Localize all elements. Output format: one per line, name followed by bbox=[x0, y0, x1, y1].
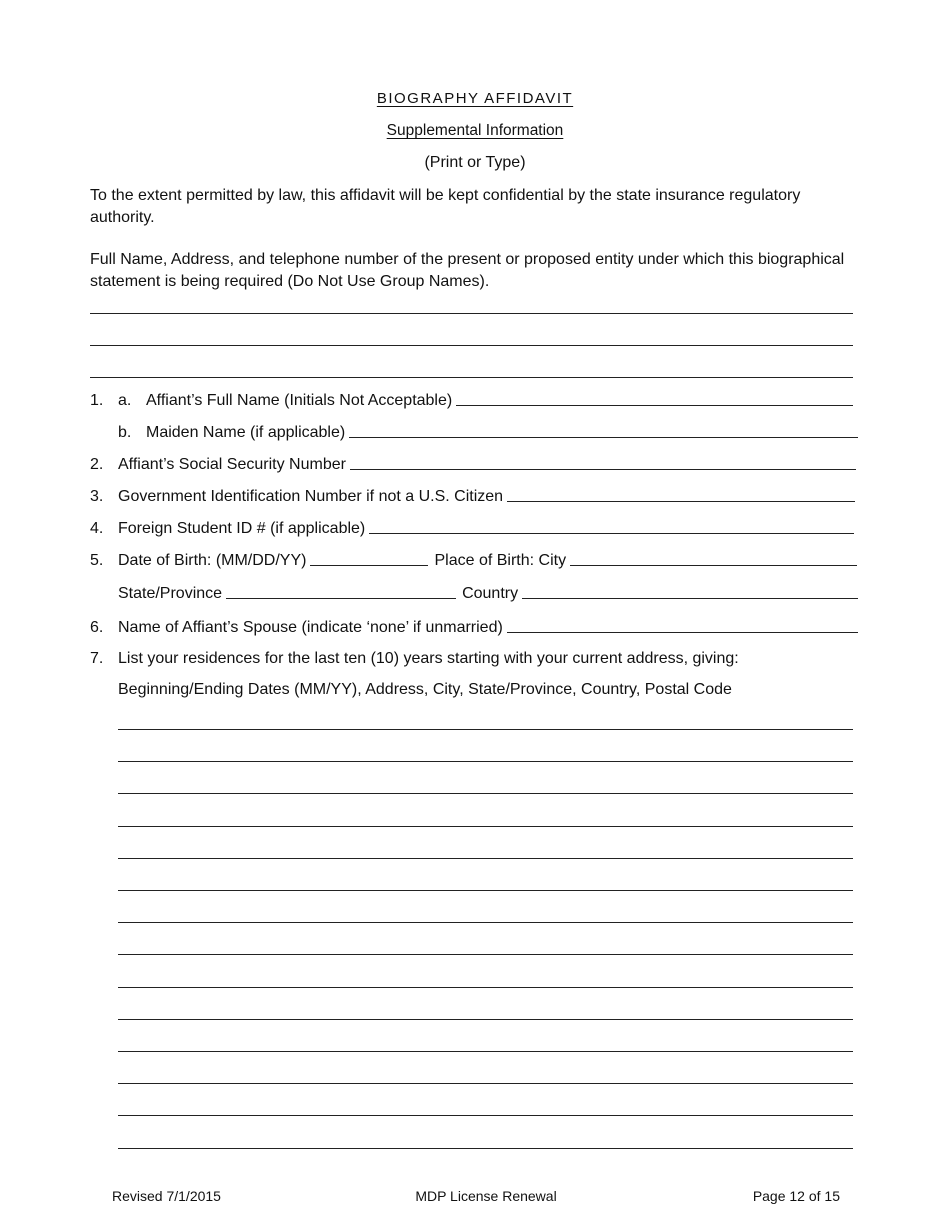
spouse-name-field[interactable] bbox=[507, 616, 858, 633]
q1a-label: Affiant’s Full Name (Initials Not Acceptable) bbox=[146, 392, 453, 409]
q3-row bbox=[90, 484, 855, 506]
birth-city-label: Place of Birth: City bbox=[434, 552, 567, 569]
birth-state-field[interactable] bbox=[226, 582, 456, 599]
residence-line[interactable] bbox=[118, 1069, 853, 1084]
q6-label: Name of Affiant’s Spouse (indicate ‘none’ if unmarried) bbox=[118, 619, 503, 636]
dob-label: Date of Birth: (MM/DD/YY) bbox=[118, 552, 307, 569]
government-id-field[interactable] bbox=[507, 485, 855, 502]
q7-format-row bbox=[90, 677, 860, 699]
q1b-label: Maiden Name (if applicable) bbox=[146, 424, 346, 441]
residence-line[interactable] bbox=[118, 908, 853, 923]
entity-line-2[interactable] bbox=[90, 331, 853, 346]
q7-number: 7. bbox=[90, 650, 104, 667]
q1-number: 1. bbox=[90, 392, 104, 409]
entity-line-3[interactable] bbox=[90, 363, 853, 378]
document-subtitle: Supplemental Information bbox=[386, 122, 564, 139]
q1b-letter: b. bbox=[118, 424, 132, 441]
entity-line-1[interactable] bbox=[90, 299, 853, 314]
q7-row bbox=[90, 646, 860, 668]
entity-prompt: Full Name, Address, and telephone number of the present or proposed entity under which this biographical statement is being required (Do Not Use Group Names). bbox=[90, 251, 845, 290]
foreign-student-id-field[interactable] bbox=[369, 517, 854, 534]
print-instruction: (Print or Type) bbox=[424, 154, 526, 171]
q7-label: List your residences for the last ten (10) years starting with your current address, giving: bbox=[118, 650, 739, 667]
q1a-row bbox=[90, 388, 853, 410]
residence-line[interactable] bbox=[118, 812, 853, 827]
ssn-field[interactable] bbox=[350, 453, 856, 470]
residence-line[interactable] bbox=[118, 779, 853, 794]
q4-row bbox=[90, 516, 854, 538]
q5-state-row bbox=[90, 581, 858, 603]
q1a-letter: a. bbox=[118, 392, 132, 409]
maiden-name-field[interactable] bbox=[349, 421, 858, 438]
document-title: BIOGRAPHY AFFIDAVIT bbox=[376, 90, 574, 107]
residence-line[interactable] bbox=[118, 715, 853, 730]
q6-row bbox=[90, 615, 858, 637]
footer-revised: Revised 7/1/2015 bbox=[112, 1188, 221, 1204]
birth-country-field[interactable] bbox=[522, 582, 858, 599]
residence-line[interactable] bbox=[118, 973, 853, 988]
full-name-field[interactable] bbox=[456, 389, 853, 406]
q1b-row bbox=[90, 420, 858, 442]
residence-line[interactable] bbox=[118, 940, 853, 955]
q7-format: Beginning/Ending Dates (MM/YY), Address, City, State/Province, Country, Postal Code bbox=[118, 681, 732, 698]
q3-number: 3. bbox=[90, 488, 104, 505]
footer-form-name: MDP License Renewal bbox=[415, 1188, 557, 1204]
q6-number: 6. bbox=[90, 619, 104, 636]
residence-line[interactable] bbox=[118, 1037, 853, 1052]
residence-line[interactable] bbox=[118, 1101, 853, 1116]
residence-line[interactable] bbox=[118, 747, 853, 762]
q5-number: 5. bbox=[90, 552, 104, 569]
q4-label: Foreign Student ID # (if applicable) bbox=[118, 520, 366, 537]
q2-number: 2. bbox=[90, 456, 104, 473]
residence-line[interactable] bbox=[118, 876, 853, 891]
footer-page-number: Page 12 of 15 bbox=[752, 1188, 840, 1204]
birth-state-label: State/Province bbox=[118, 585, 223, 602]
q4-number: 4. bbox=[90, 520, 104, 537]
q2-label: Affiant’s Social Security Number bbox=[118, 456, 346, 473]
dob-field[interactable] bbox=[310, 549, 428, 566]
confidentiality-notice: To the extent permitted by law, this affidavit will be kept confidential by the state insurance regulatory authority. bbox=[90, 187, 801, 226]
residence-line[interactable] bbox=[118, 1005, 853, 1020]
q5-row bbox=[90, 548, 857, 570]
birth-country-label: Country bbox=[462, 585, 519, 602]
residence-line[interactable] bbox=[118, 844, 853, 859]
birth-city-field[interactable] bbox=[570, 549, 857, 566]
q2-row bbox=[90, 452, 856, 474]
q3-label: Government Identification Number if not a U.S. Citizen bbox=[118, 488, 504, 505]
residence-line[interactable] bbox=[118, 1134, 853, 1149]
